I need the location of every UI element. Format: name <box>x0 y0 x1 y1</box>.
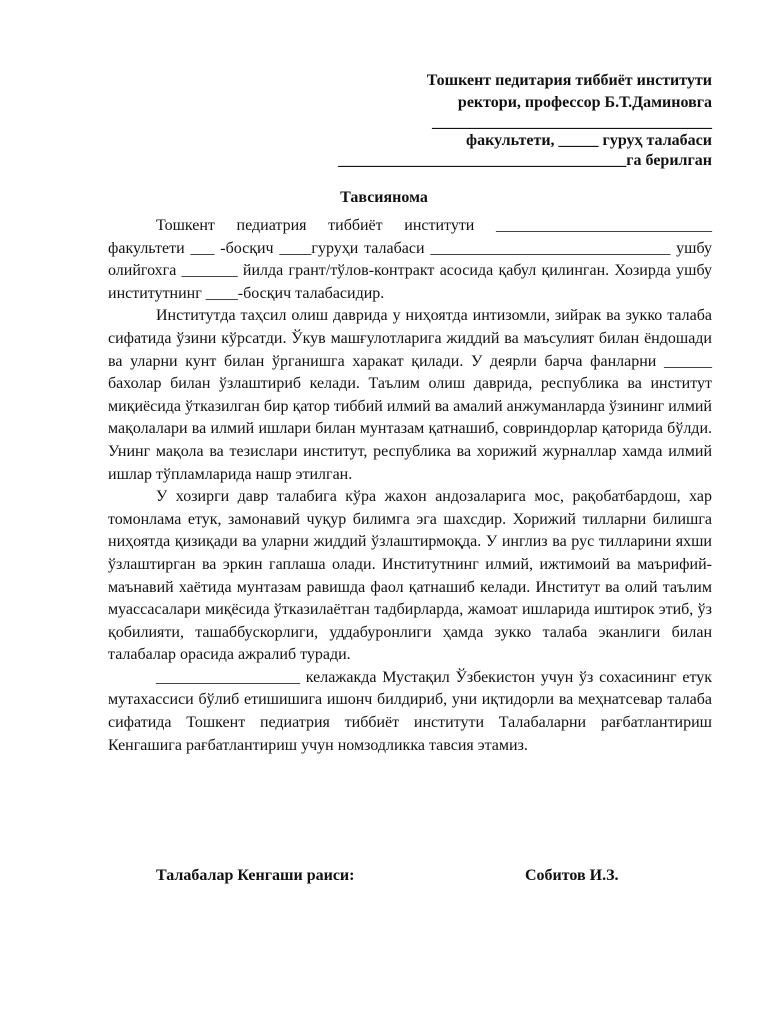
signature-position: Талабалар Кенгаши раиси: <box>156 867 355 884</box>
paragraph-intro: Тошкент педиатрия тиббиёт институти ___________________________ факультети ___ -босқич ____гуруҳи талабаси ______________________________ ушбу олийгохга _______ йилда грант/тўлов-контракт асосида қабул қилинган. Хозирда ушбу институтнинг ____-босқич талабасидир. <box>108 217 712 302</box>
paragraph-recommendation: __________________ келажакда Мустақил Ўзбекистон учун ўз сохасининг етук мутахассиси бўлиб етишишига ишонч билдириб, уни иқтидорли ва меҳнатсевар талаба сифатида Тошкент педиатрия тиббиёт институти Талабаларни рағбатлантириш Кенгашига рағбатлантириш учун номзодликка тавсия этамиз. <box>108 668 712 754</box>
document-title: Тавсиянома <box>340 189 428 206</box>
paragraph-studies: Институтда таҳсил олиш даврида у ниҳоятда интизомли, зийрак ва зукко талаба сифатида ўзини кўрсатди. Ўкув машғулотларига жиддий ва маъсулият билан ёндошади ва уларни кунт билан ўрганишга харакат қилади. У деярли барча фанларни ______ бахолар билан ўзлаштириб келади. Таълим олиш даврида, республика ва институт миқиёсида ўтказилган бир қатор тиббий илмий ва амалий анжуманларда ўзининг илмий мақолалари ва илмий ишлари билан мунтазам қатнашиб, совриндорлар қаторида бўлди. Унинг мақола ва тезислари институт, республика ва хорижий журналлар хамда илмий ишлар тўпламларида нашр этилган. <box>108 307 712 483</box>
header-faculty-blank: ___________________________________ <box>432 114 712 131</box>
paragraph-qualities: У хозирги давр талабига кўра жахон андозаларига мос, рақобатбардош, хар томонлама етук, замонавий чуқур билимга эга шахсдир. Хорижий тилларни билишга ниҳоятда қизиқади ва уларни жиддий ўзлаштирмоқда. У инглиз ва рус тилларини яхши ўзлаштирган ва эркин гаплаша олади. Институтнинг илмий, ижтимоий ва маърифий-маънавий хаётида мунтазам равишда фаол қатнашиб келади. Институт ва олий таълим муассасалари миқёсида ўтказилаётган тадбирларда, жамоат ишларида иштирок этиб, ўз қобилияти, ташаббускорлиги, уддабуронлиги ҳамда зукко талаба эканлиги билан талабалар орасида ажралиб туради. <box>108 488 712 664</box>
header-faculty-group: факультети, _____ гуруҳ талабаси <box>466 132 712 149</box>
header-issued-to: ____________________________________га берилган <box>338 152 712 169</box>
document-body <box>108 215 712 757</box>
header-addressee-line2: ректори, профессор Б.Т.Даминовга <box>457 94 712 111</box>
header-addressee-line1: Тошкент педитария тиббиёт институти <box>426 72 712 89</box>
signature-name: Собитов И.З. <box>525 867 619 884</box>
